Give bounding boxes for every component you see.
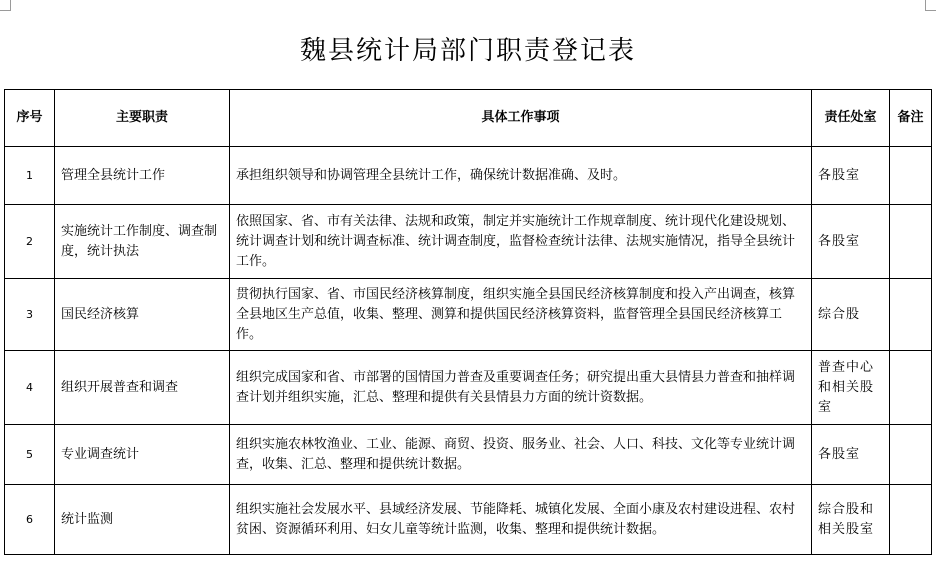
header-duty: 主要职责	[55, 90, 230, 147]
row-office: 各股室	[812, 147, 890, 205]
table-row	[5, 425, 932, 485]
header-office: 责任处室	[812, 90, 890, 147]
row-duty: 组织开展普查和调查	[55, 351, 230, 425]
row-detail: 组织完成国家和省、市部署的国情国力普查及重要调查任务；研究提出重大县情县力普查和抽样调查计划并组织实施，汇总、整理和提供有关县情县力方面的统计资数据。	[230, 351, 812, 425]
row-no: 3	[5, 279, 55, 351]
row-no: 5	[5, 425, 55, 485]
page-corner-mark-right	[925, 0, 936, 11]
header-note: 备注	[890, 90, 932, 147]
row-office: 各股室	[812, 205, 890, 279]
row-note	[890, 147, 932, 205]
table-header-row	[5, 90, 932, 147]
page-corner-mark-left	[0, 0, 11, 11]
row-note	[890, 425, 932, 485]
row-detail: 依照国家、省、市有关法律、法规和政策，制定并实施统计工作规章制度、统计现代化建设规划、统计调查计划和统计调查标准、统计调查制度，监督检查统计法律、法规实施情况，指导全县统计工作。	[230, 205, 812, 279]
duty-registry-table	[4, 89, 932, 555]
table-row	[5, 485, 932, 555]
row-detail: 组织实施农林牧渔业、工业、能源、商贸、投资、服务业、社会、人口、科技、文化等专业统计调查，收集、汇总、整理和提供统计数据。	[230, 425, 812, 485]
row-office: 各股室	[812, 425, 890, 485]
row-duty: 统计监测	[55, 485, 230, 555]
row-no: 4	[5, 351, 55, 425]
table-row	[5, 351, 932, 425]
row-note	[890, 205, 932, 279]
row-note	[890, 485, 932, 555]
row-no: 6	[5, 485, 55, 555]
page-title: 魏县统计局部门职责登记表	[299, 36, 636, 66]
row-note	[890, 351, 932, 425]
row-duty: 国民经济核算	[55, 279, 230, 351]
table-row	[5, 279, 932, 351]
row-no: 2	[5, 205, 55, 279]
row-duty: 管理全县统计工作	[55, 147, 230, 205]
row-note	[890, 279, 932, 351]
row-detail: 贯彻执行国家、省、市国民经济核算制度，组织实施全县国民经济核算制度和投入产出调查，核算全县地区生产总值，收集、整理、测算和提供国民经济核算资料，监督管理全县国民经济核算工作。	[230, 279, 812, 351]
row-detail: 组织实施社会发展水平、县域经济发展、节能降耗、城镇化发展、全面小康及农村建设进程、农村贫困、资源循环利用、妇女儿童等统计监测，收集、整理和提供统计数据。	[230, 485, 812, 555]
table-row	[5, 205, 932, 279]
row-detail: 承担组织领导和协调管理全县统计工作，确保统计数据准确、及时。	[230, 147, 812, 205]
row-duty: 专业调查统计	[55, 425, 230, 485]
header-no: 序号	[5, 90, 55, 147]
header-detail: 具体工作事项	[230, 90, 812, 147]
row-office: 普查中心和相关股室	[812, 351, 890, 425]
row-no: 1	[5, 147, 55, 205]
row-office: 综合股	[812, 279, 890, 351]
row-office: 综合股和相关股室	[812, 485, 890, 555]
row-duty: 实施统计工作制度、调查制度，统计执法	[55, 205, 230, 279]
table-row	[5, 147, 932, 205]
